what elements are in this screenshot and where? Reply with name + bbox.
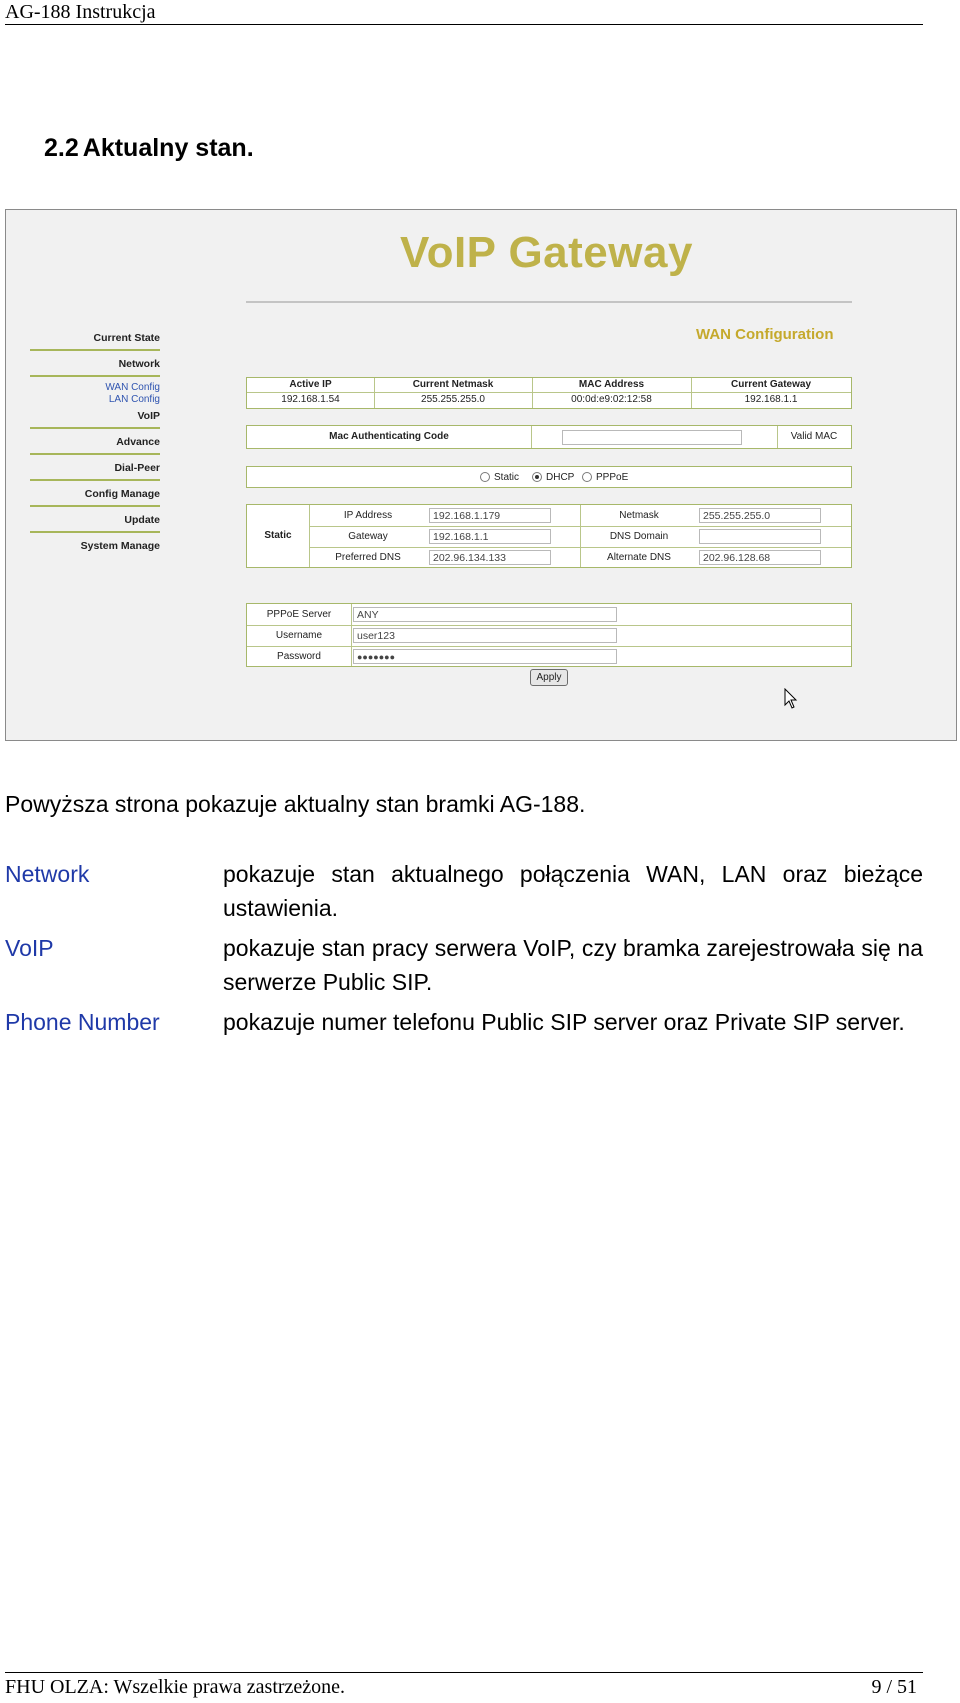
- nav-item-advance[interactable]: Advance: [30, 436, 160, 455]
- mode-pppoe-label: PPPoE: [596, 472, 629, 483]
- nav-item-network[interactable]: Network: [30, 358, 160, 377]
- status-table: [246, 377, 852, 409]
- document-footer: [5, 1672, 923, 1703]
- document-header-title: AG-188 Instrukcja: [5, 1, 156, 23]
- preferred-dns-input[interactable]: 202.96.134.133: [429, 550, 551, 565]
- wan-configuration-label: WAN Configuration: [696, 326, 834, 343]
- mac-auth-row: [246, 425, 852, 449]
- alternate-dns-input[interactable]: 202.96.128.68: [699, 550, 821, 565]
- definition-item: [5, 931, 923, 999]
- app-title: VoIP Gateway: [400, 228, 693, 277]
- nav-item-voip[interactable]: VoIP: [30, 410, 160, 429]
- section-title: Aktualny stan.: [82, 134, 254, 162]
- status-value-mac: 00:0d:e9:02:12:58: [571, 394, 652, 405]
- password-input[interactable]: ●●●●●●●: [353, 649, 617, 664]
- gateway-label: Gateway: [348, 531, 388, 542]
- mac-auth-status: Valid MAC: [790, 431, 838, 442]
- username-input[interactable]: user123: [353, 628, 617, 643]
- nav-subitem-wan-config[interactable]: WAN Config: [105, 382, 160, 393]
- dns-domain-input[interactable]: [699, 529, 821, 544]
- nav-item-dial-peer[interactable]: Dial-Peer: [30, 462, 160, 481]
- mouse-cursor-icon: [784, 688, 800, 710]
- password-label: Password: [277, 651, 321, 662]
- definition-description: pokazuje stan aktualnego połączenia WAN, LAN oraz bieżące ustawienia.: [223, 861, 923, 921]
- pppoe-server-input[interactable]: ANY: [353, 607, 617, 622]
- intro-paragraph: Powyższa strona pokazuje aktualny stan bramki AG-188.: [5, 791, 586, 817]
- apply-button[interactable]: Apply: [530, 669, 568, 686]
- nav-subitem-lan-config[interactable]: LAN Config: [108, 394, 160, 405]
- pppoe-table: [246, 603, 852, 667]
- alternate-dns-label: Alternate DNS: [607, 552, 671, 563]
- definition-term: VoIP: [5, 935, 54, 961]
- mac-auth-label: Mac Authenticating Code: [329, 431, 449, 442]
- pppoe-server-label: PPPoE Server: [266, 609, 332, 620]
- status-header-gateway: Current Gateway: [730, 379, 812, 390]
- preferred-dns-label: Preferred DNS: [335, 552, 401, 563]
- mode-pppoe-radio[interactable]: [582, 472, 592, 482]
- nav-item-config-manage[interactable]: Config Manage: [30, 488, 160, 507]
- mode-static-radio[interactable]: [480, 472, 490, 482]
- definition-item: [5, 857, 923, 925]
- status-value-gateway: 192.168.1.1: [744, 394, 798, 405]
- dns-domain-label: DNS Domain: [609, 531, 669, 542]
- section-number: 2.2: [44, 134, 79, 162]
- status-value-netmask: 255.255.255.0: [421, 394, 485, 405]
- mode-selector: [246, 466, 852, 488]
- definition-term: Network: [5, 861, 90, 887]
- mode-dhcp-label: DHCP: [546, 472, 575, 483]
- ip-address-input[interactable]: 192.168.1.179: [429, 508, 551, 523]
- definition-description: pokazuje numer telefonu Public SIP server oraz Private SIP server.: [223, 1009, 905, 1035]
- username-label: Username: [275, 630, 323, 641]
- definition-item: [5, 1005, 923, 1039]
- status-header-netmask: Current Netmask: [412, 379, 494, 390]
- status-header-mac: MAC Address: [578, 379, 645, 390]
- definition-description: pokazuje stan pracy serwera VoIP, czy bramka zarejestrowała się na serwerze Public SIP.: [223, 935, 923, 995]
- static-label: Static: [264, 530, 292, 541]
- netmask-input[interactable]: 255.255.255.0: [699, 508, 821, 523]
- mac-auth-input[interactable]: [562, 430, 742, 445]
- status-value-active-ip: 192.168.1.54: [281, 394, 340, 405]
- mode-dhcp-radio[interactable]: [532, 472, 542, 482]
- title-divider: [246, 301, 852, 303]
- document-header: [5, 0, 923, 25]
- definition-list: [5, 857, 923, 1045]
- status-header-active-ip: Active IP: [289, 379, 332, 390]
- mode-static-label: Static: [494, 472, 520, 483]
- footer-copyright: FHU OLZA: Wszelkie prawa zastrzeżone.: [5, 1676, 346, 1698]
- gateway-input[interactable]: 192.168.1.1: [429, 529, 551, 544]
- nav-item-current-state[interactable]: Current State: [30, 332, 160, 351]
- gateway-screenshot: [5, 209, 957, 741]
- page-number: 9 / 51: [871, 1676, 917, 1698]
- ip-address-label: IP Address: [343, 510, 393, 521]
- static-table: [246, 504, 852, 568]
- nav-item-system-manage[interactable]: System Manage: [80, 540, 160, 552]
- section-heading: [44, 134, 254, 163]
- nav-item-update[interactable]: Update: [30, 514, 160, 533]
- definition-term: Phone Number: [5, 1009, 160, 1035]
- netmask-label: Netmask: [619, 510, 659, 521]
